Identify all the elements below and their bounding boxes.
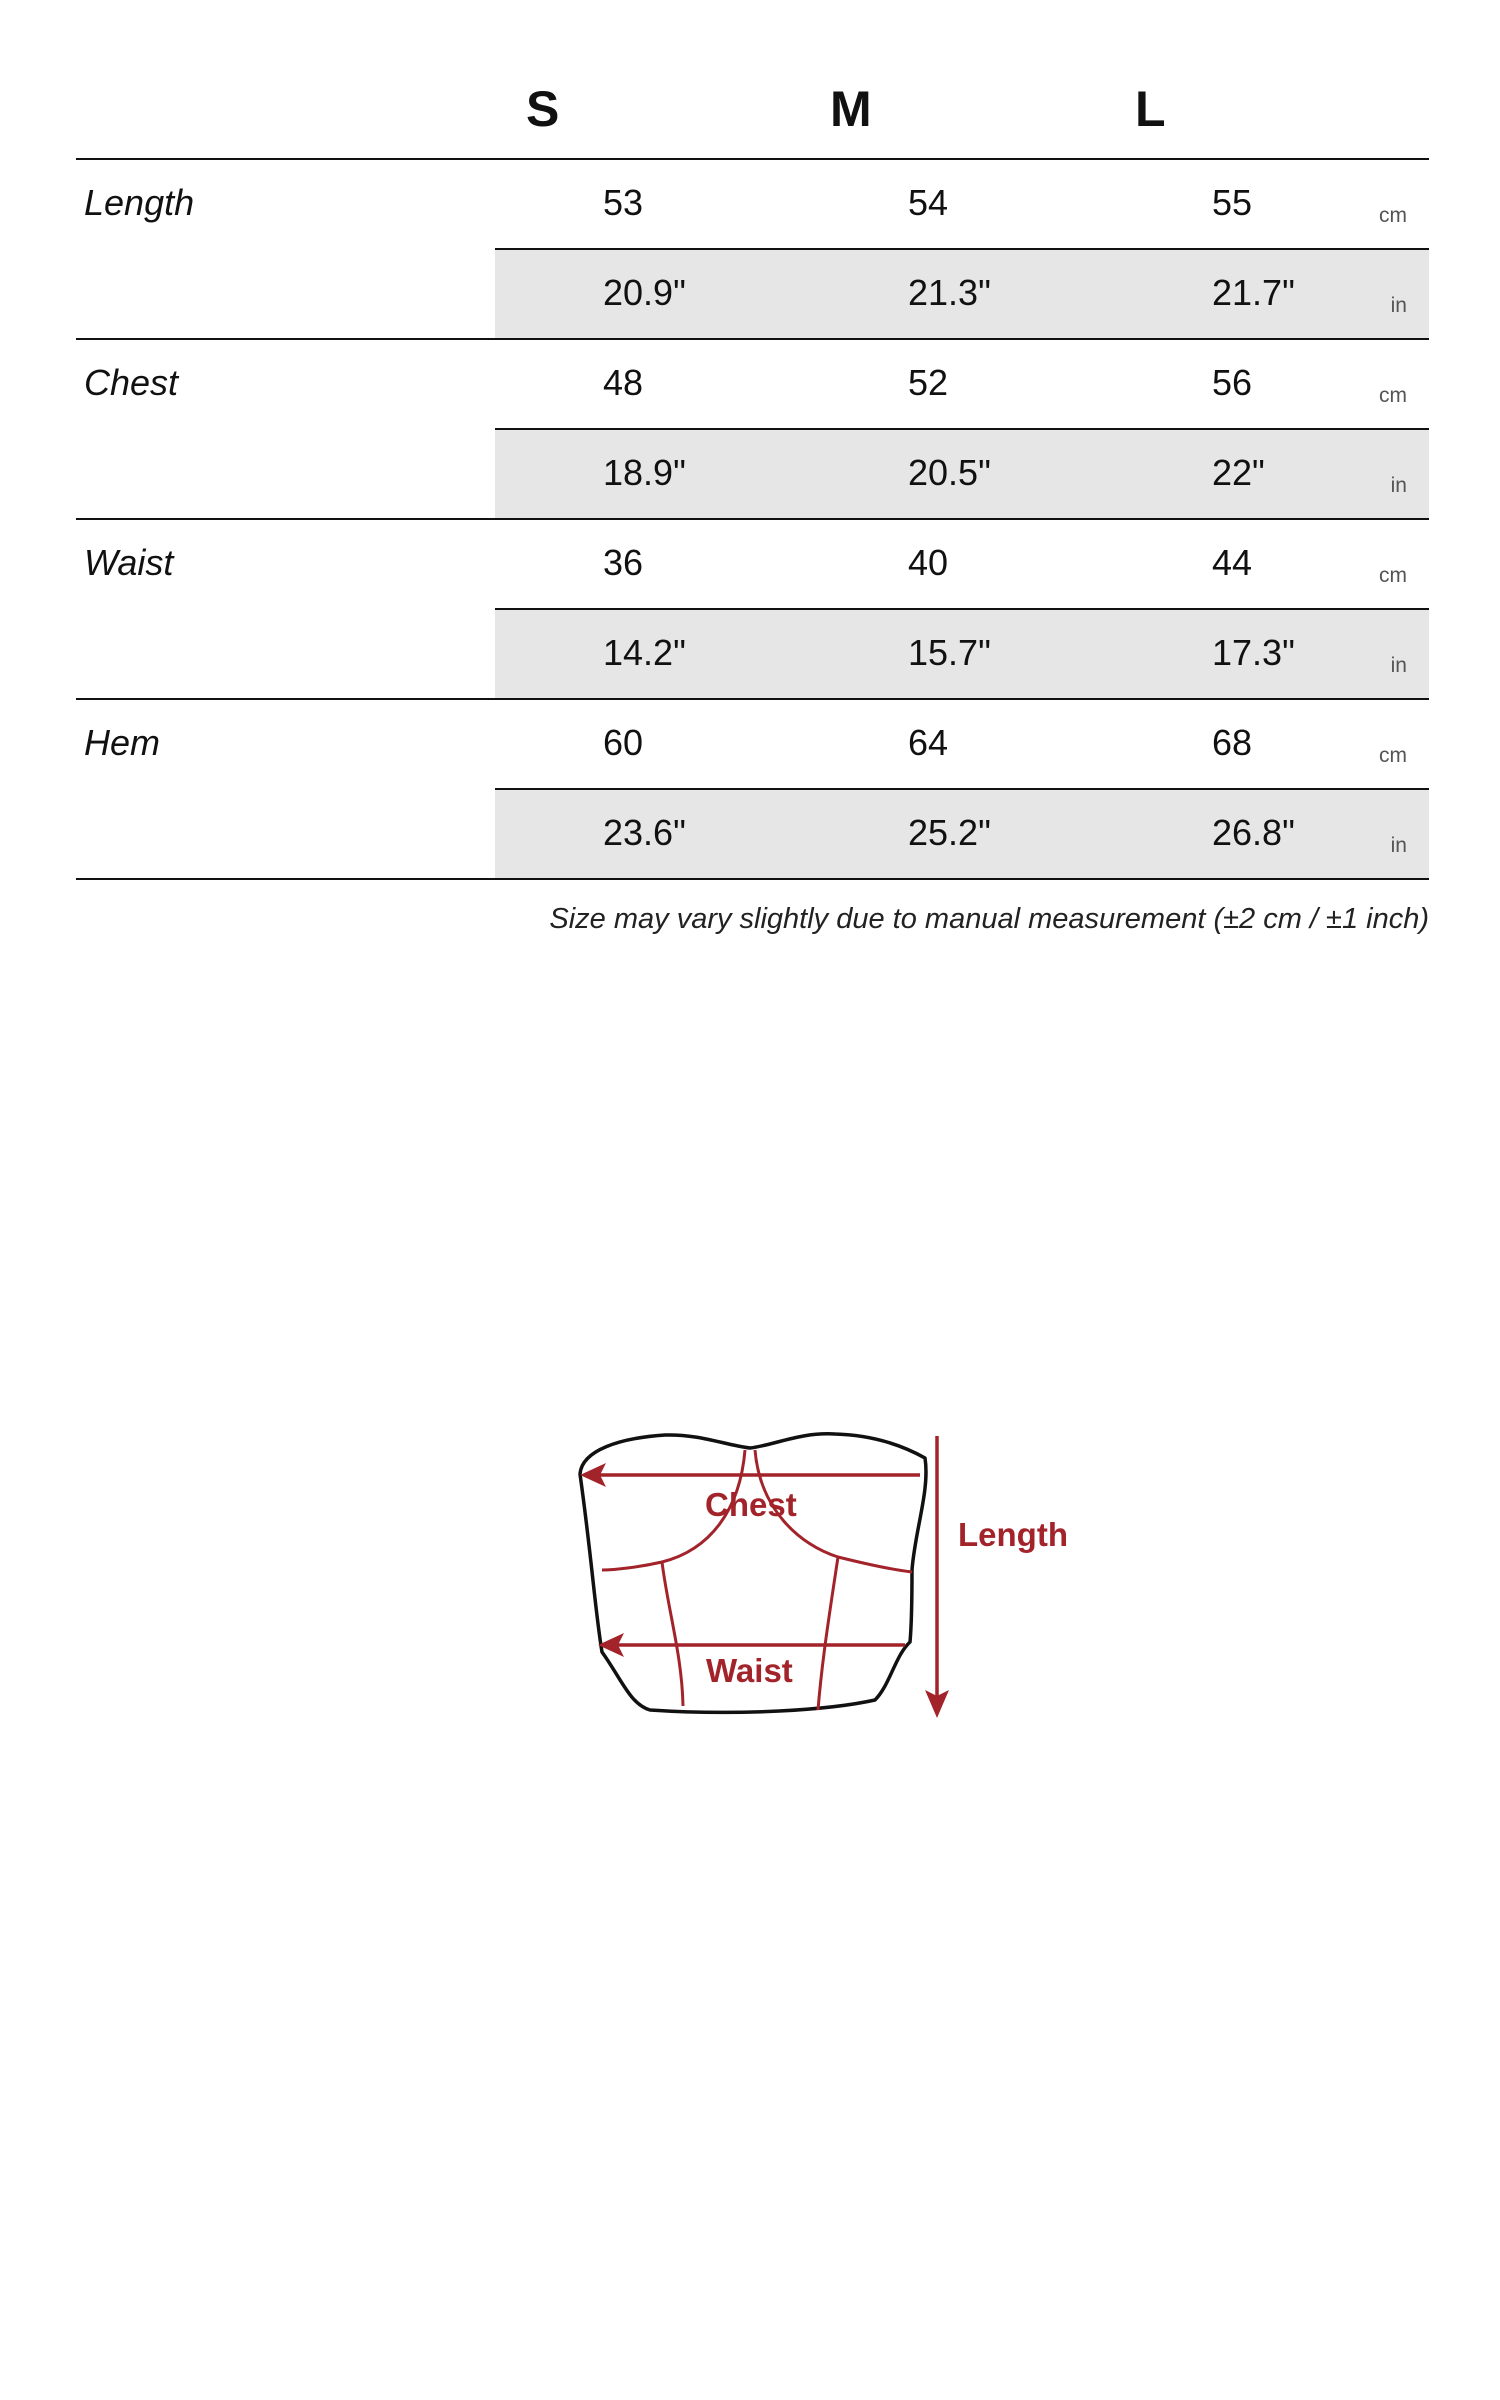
value-cell: 21.7"	[1212, 272, 1295, 313]
measure-row-hem	[76, 700, 1429, 881]
unit-label: cm	[1379, 204, 1407, 227]
unit-label: cm	[1379, 384, 1407, 407]
value-cell: 40	[908, 542, 949, 583]
value-cell: 56	[1212, 362, 1253, 403]
value-cell: 52	[908, 362, 949, 403]
unit-label: cm	[1379, 564, 1407, 587]
table-subrule	[495, 248, 1429, 250]
inch-row	[495, 790, 1429, 880]
unit-label: in	[1390, 474, 1407, 497]
size-header-row	[76, 80, 1429, 158]
value-cell: 48	[603, 362, 644, 403]
size-header-l: L	[1135, 81, 1166, 137]
measure-row-waist	[76, 520, 1429, 701]
waist-label: Waist	[706, 1652, 793, 1689]
size-header-s: S	[526, 81, 560, 137]
value-cell: 20.9"	[603, 272, 686, 313]
value-cell: 60	[603, 722, 644, 763]
cm-row	[495, 340, 1429, 430]
value-cell: 53	[603, 182, 644, 223]
measure-row-length	[76, 160, 1429, 341]
value-cell: 22"	[1212, 452, 1265, 493]
measure-label: Hem	[84, 722, 161, 763]
cm-row	[495, 520, 1429, 610]
unit-label: in	[1390, 654, 1407, 677]
value-cell: 23.6"	[603, 812, 686, 853]
inch-row	[495, 610, 1429, 700]
garment-diagram	[560, 1420, 1110, 1740]
value-cell: 54	[908, 182, 949, 223]
value-cell: 68	[1212, 722, 1253, 763]
value-cell: 25.2"	[908, 812, 991, 853]
value-cell: 18.9"	[603, 452, 686, 493]
value-cell: 21.3"	[908, 272, 991, 313]
value-cell: 36	[603, 542, 644, 583]
value-cell: 26.8"	[1212, 812, 1295, 853]
unit-label: cm	[1379, 744, 1407, 767]
bustier-illustration	[560, 1420, 1110, 1740]
value-cell: 15.7"	[908, 632, 991, 673]
table-rule	[76, 878, 1429, 880]
measure-label: Chest	[84, 362, 179, 403]
measurement-note: Size may vary slightly due to manual measurement (±2 cm / ±1 inch)	[549, 903, 1429, 935]
measure-row-chest	[76, 340, 1429, 521]
table-subrule	[495, 608, 1429, 610]
value-cell: 44	[1212, 542, 1253, 583]
measure-label: Length	[84, 182, 195, 223]
chest-label: Chest	[705, 1486, 797, 1523]
value-cell: 17.3"	[1212, 632, 1295, 673]
inch-row	[495, 250, 1429, 340]
table-subrule	[495, 428, 1429, 430]
inch-row	[495, 430, 1429, 520]
size-header-m: M	[830, 81, 872, 137]
unit-label: in	[1390, 294, 1407, 317]
cm-row	[495, 700, 1429, 790]
unit-label: in	[1390, 834, 1407, 857]
measure-label: Waist	[84, 542, 174, 583]
length-label: Length	[958, 1516, 1068, 1553]
value-cell: 55	[1212, 182, 1253, 223]
table-subrule	[495, 788, 1429, 790]
value-cell: 14.2"	[603, 632, 686, 673]
value-cell: 64	[908, 722, 949, 763]
value-cell: 20.5"	[908, 452, 991, 493]
cm-row	[495, 160, 1429, 250]
